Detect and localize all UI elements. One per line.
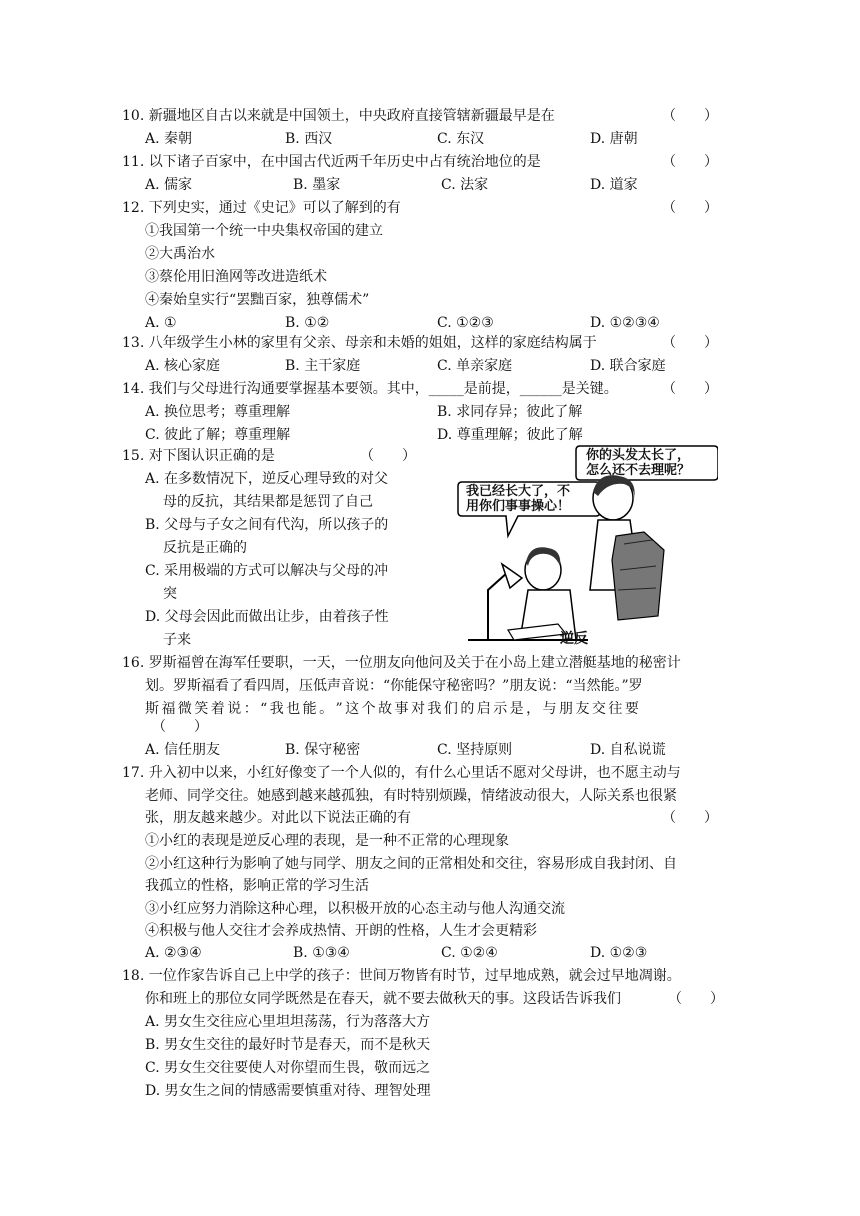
q18-option-c: C. 男女生交往要使人对你望而生畏，敬而远之 <box>145 1060 431 1076</box>
q17-item-2-cont: 我孤立的性格，影响正常的学习生活 <box>145 878 369 894</box>
q10-option-b: B. 西汉 <box>285 131 333 147</box>
q12-option-a: A. ① <box>145 315 177 331</box>
q16-option-d: D. 自私说谎 <box>590 742 666 758</box>
q18-line2: 你和班上的那位女同学既然是在春天，就不要去做秋天的事。这段话告诉我们 <box>145 991 621 1007</box>
q17-answer-paren: （ ） <box>662 810 718 826</box>
q12-item-4: ④秦始皇实行“罢黜百家，独尊儒术” <box>145 292 370 308</box>
figure-caption: 逆反 <box>560 631 588 647</box>
q11-option-a: A. 儒家 <box>145 177 193 193</box>
q15-option-d-line2: 子来 <box>163 632 191 648</box>
q15-option-d-line1: D. 父母会因此而做出让步，由着孩子性 <box>145 609 389 625</box>
q17-line3: 张，朋友越来越少。对此以下说法正确的有 <box>145 810 411 826</box>
q18-option-d: D. 男女生之间的情感需要慎重对待、理智处理 <box>145 1083 431 1099</box>
q10-options <box>145 129 705 149</box>
q13-options <box>145 356 705 376</box>
q16-line1: 16. 罗斯福曾在海军任要职，一天，一位朋友向他问及关于在小岛上建立潜艇基地的秘密计 <box>122 655 681 671</box>
q12-options <box>145 313 705 333</box>
q13-option-c: C. 单亲家庭 <box>437 358 513 374</box>
q16-option-a: A. 信任朋友 <box>145 742 221 758</box>
q14-options-row1 <box>145 402 705 422</box>
q15-option-c-line1: C. 采用极端的方式可以解决与父母的冲 <box>145 563 389 579</box>
q18-line1: 18. 一位作家告诉自己上中学的孩子：世间万物皆有时节，过早地成熟，就会过早地凋谢。 <box>122 968 681 984</box>
parent-bubble-line2: 怎么还不去理呢？ <box>586 463 691 478</box>
q15-option-b-line1: B. 父母与子女之间有代沟，所以孩子的 <box>145 517 389 533</box>
child-bubble-line1: 我已经长大了，不 <box>466 484 571 499</box>
q11-stem: 11. 以下诸子百家中，在中国古代近两千年历史中占有统治地位的是 <box>122 154 541 170</box>
q14-stem: 14. 我们与父母进行沟通要掌握基本要领。其中，_____是前提，______是关键。 <box>122 381 618 397</box>
q13-stem: 13. 八年级学生小林的家里有父亲、母亲和未婚的姐姐，这样的家庭结构属于 <box>122 335 597 351</box>
q14-option-d: D. 尊重理解；彼此了解 <box>437 427 583 443</box>
q12-item-1: ①我国第一个统一中央集权帝国的建立 <box>145 223 383 239</box>
q13-answer-paren: （ ） <box>662 335 718 351</box>
q12-option-c: C. ①②③ <box>437 315 494 331</box>
q17-item-3: ③小红应努力消除这种心理，以积极开放的心态主动与他人沟通交流 <box>145 901 565 917</box>
q17-option-a: A. ②③④ <box>145 945 202 961</box>
q12-stem: 12. 下列史实，通过《史记》可以了解到的有 <box>122 200 401 216</box>
q17-option-d: D. ①②③ <box>590 945 648 961</box>
q11-option-d: D. 道家 <box>590 177 638 193</box>
rebellion-cartoon-figure <box>448 440 718 660</box>
q12-option-d: D. ①②③④ <box>590 315 660 331</box>
q15-option-a-line2: 母的反抗，其结果都是惩罚了自己 <box>163 494 373 510</box>
parent-bubble-line1: 你的头发太长了， <box>586 448 691 463</box>
q16-option-c: C. 坚持原则 <box>437 742 513 758</box>
q18-option-b: B. 男女生交往的最好时节是春天，而不是秋天 <box>145 1037 431 1053</box>
q16-answer-paren: （ ） <box>152 719 208 735</box>
q12-item-3: ③蔡伦用旧渔网等改进造纸术 <box>145 269 327 285</box>
q15-stem: 15. 对下图认识正确的是 <box>122 448 275 464</box>
q18-answer-paren: （ ） <box>668 991 724 1007</box>
q10-option-c: C. 东汉 <box>437 131 485 147</box>
q11-options <box>145 175 705 195</box>
q15-option-a-line1: A. 在多数情况下，逆反心理导致的对父 <box>145 471 389 487</box>
q16-line3: 斯 福 微 笑 着 说 ： “ 我 也 能 。 ” 这 个 故 事 对 我 们 的 启 示 是 ， 与 朋 友 交 往 要 <box>145 701 639 717</box>
q13-option-d: D. 联合家庭 <box>590 358 666 374</box>
q13-option-a: A. 核心家庭 <box>145 358 221 374</box>
q15-option-c-line2: 突 <box>163 586 177 602</box>
q11-answer-paren: （ ） <box>662 154 718 170</box>
q10-stem: 10. 新疆地区自古以来就是中国领土，中央政府直接管辖新疆最早是在 <box>122 108 555 124</box>
q17-item-4: ④积极与他人交往才会养成热情、开朗的性格，人生才会更精彩 <box>145 923 537 939</box>
q14-option-b: B. 求同存异；彼此了解 <box>437 404 583 420</box>
q17-item-1: ①小红的表现是逆反心理的表现，是一种不正常的心理现象 <box>145 833 509 849</box>
q15-answer-paren: （ ） <box>360 448 416 464</box>
q17-line1: 17. 升入初中以来，小红好像变了一个人似的，有什么心里话不愿对父母讲，也不愿主动与 <box>122 765 681 781</box>
q11-option-c: C. 法家 <box>441 177 489 193</box>
q12-answer-paren: （ ） <box>662 200 718 216</box>
q17-item-2: ②小红这种行为影响了她与同学、朋友之间的正常相处和交往，容易形成自我封闭、自 <box>145 856 677 872</box>
q10-option-a: A. 秦朝 <box>145 131 193 147</box>
q12-item-2: ②大禹治水 <box>145 246 215 262</box>
q14-option-c: C. 彼此了解；尊重理解 <box>145 427 291 443</box>
q10-option-d: D. 唐朝 <box>590 131 638 147</box>
q16-options <box>145 740 705 760</box>
q16-option-b: B. 保守秘密 <box>285 742 361 758</box>
q15-option-b-line2: 反抗是正确的 <box>163 540 247 556</box>
q17-line2: 老师、同学交往。她感到越来越孤独，有时特别烦躁，情绪波动很大，人际关系也很紧 <box>145 788 677 804</box>
q17-options <box>145 943 705 963</box>
q11-option-b: B. 墨家 <box>293 177 341 193</box>
child-bubble-line2: 用你们事事操心！ <box>466 499 571 514</box>
q14-option-a: A. 换位思考；尊重理解 <box>145 404 291 420</box>
q14-answer-paren: （ ） <box>662 381 718 397</box>
q13-option-b: B. 主干家庭 <box>285 358 361 374</box>
q10-answer-paren: （ ） <box>662 108 718 124</box>
q16-line2: 划。罗斯福看了看四周，压低声音说：“你能保守秘密吗？”朋友说：“当然能。”罗 <box>145 678 643 694</box>
q18-option-a: A. 男女生交往应心里坦坦荡荡，行为落落大方 <box>145 1014 431 1030</box>
q12-option-b: B. ①② <box>285 315 330 331</box>
q17-option-b: B. ①③④ <box>293 945 350 961</box>
q17-option-c: C. ①②④ <box>441 945 498 961</box>
